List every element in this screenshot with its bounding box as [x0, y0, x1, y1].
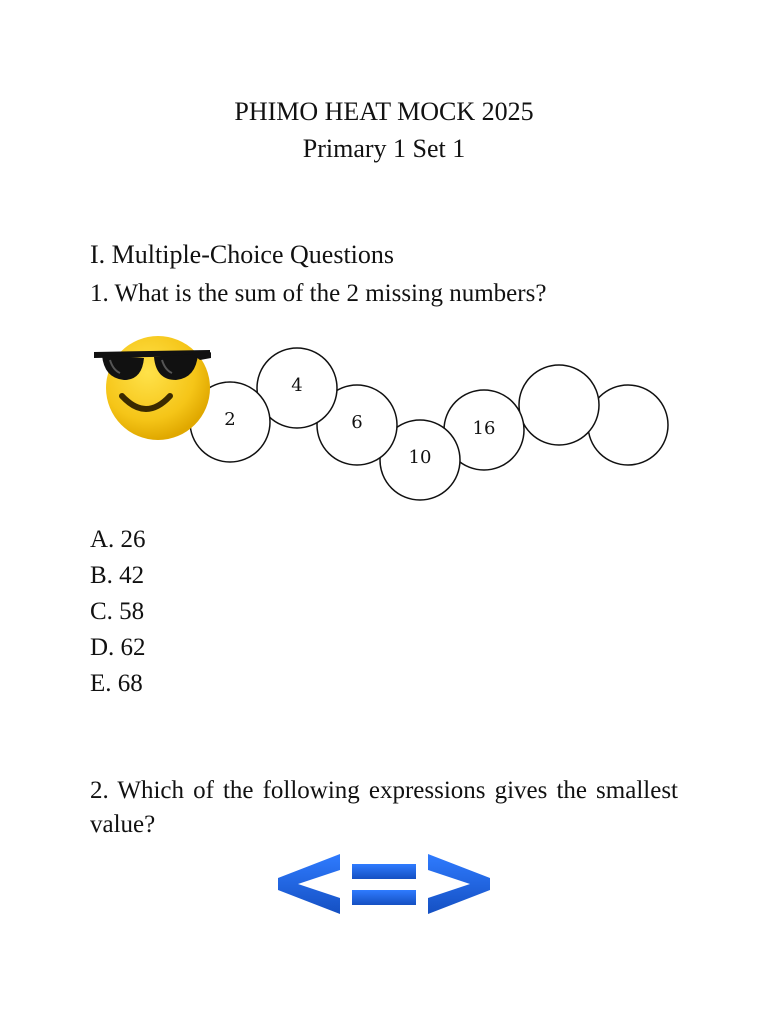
sequence-number: 10: [408, 447, 432, 468]
page-subtitle: Primary 1 Set 1: [302, 134, 466, 163]
page-title: PHIMO HEAT MOCK 2025: [234, 97, 534, 126]
answer-choices: [90, 522, 146, 702]
segment-circle-7: [588, 385, 668, 465]
choice-e[interactable]: E. 68: [90, 670, 143, 697]
sequence-number: 6: [351, 412, 363, 433]
less-equal-greater-icon: [274, 848, 494, 920]
choice-d[interactable]: D. 62: [90, 634, 146, 661]
equals-icon-top: [352, 864, 416, 879]
smiling-face-with-sunglasses-icon: [94, 336, 211, 440]
caterpillar-diagram: [80, 318, 680, 503]
choice-a[interactable]: A. 26: [90, 526, 146, 553]
question-2-text: 2. Which of the following expressions gives the smallest value?: [90, 777, 678, 838]
equals-icon-bottom: [352, 890, 416, 905]
choice-c[interactable]: C. 58: [90, 598, 145, 625]
sequence-number: 4: [291, 375, 303, 396]
sequence-number: 2: [224, 409, 236, 430]
less-than-icon: [278, 854, 340, 914]
sequence-number: 16: [472, 418, 496, 439]
choice-b[interactable]: B. 42: [90, 562, 145, 589]
question-1-text: 1. What is the sum of the 2 missing numbers?: [90, 280, 547, 307]
segment-circle-6: [519, 365, 599, 445]
greater-than-icon: [428, 854, 490, 914]
section-heading: I. Multiple-Choice Questions: [90, 240, 395, 269]
